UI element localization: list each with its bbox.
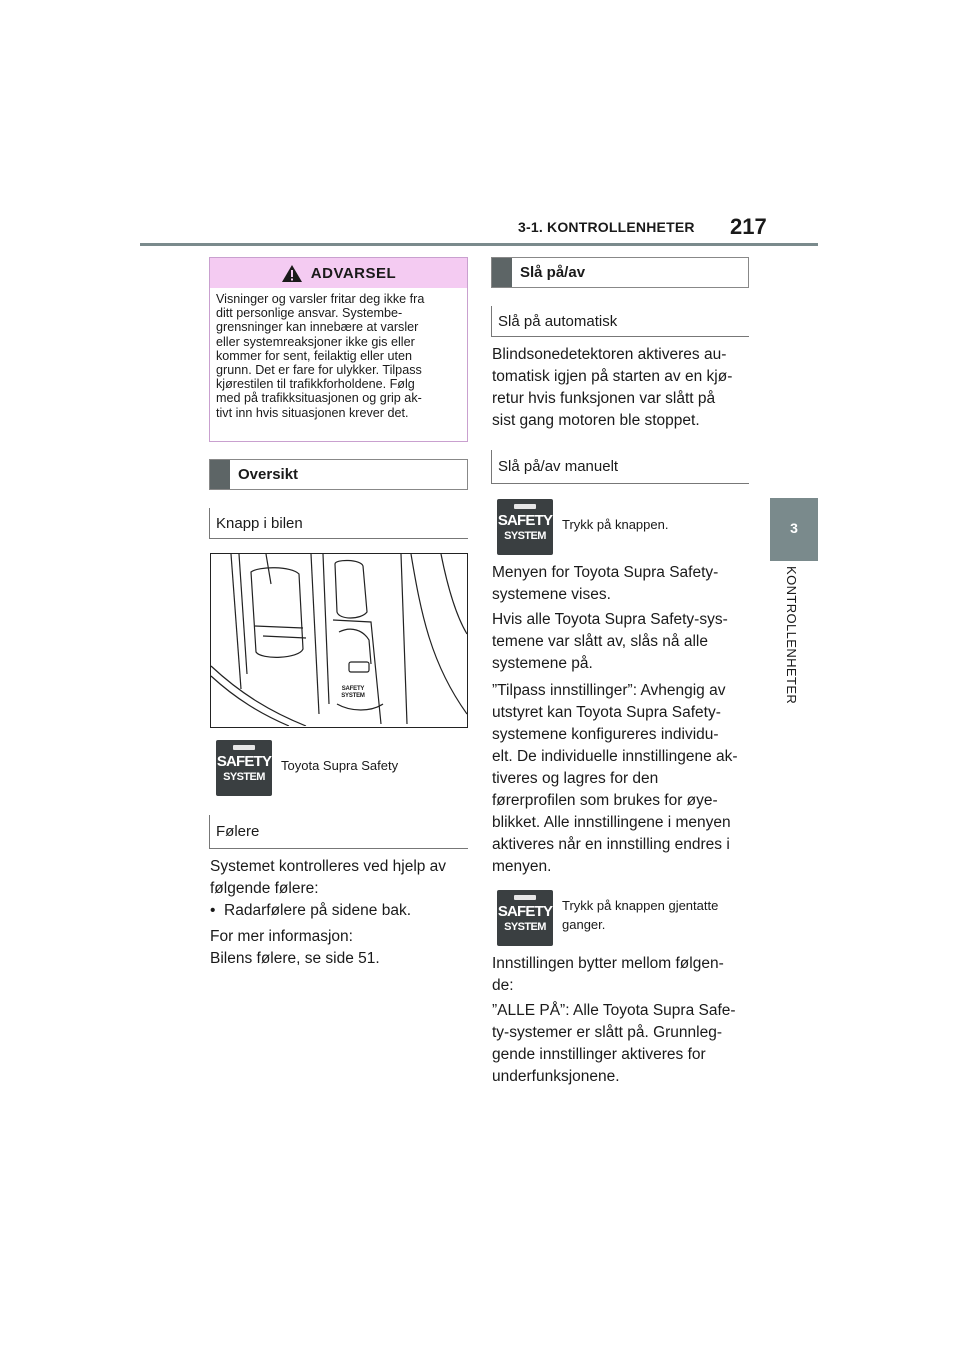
running-header-section: 3-1. KONTROLLENHETER [518, 219, 695, 235]
text-line: Bilens følere, se side 51. [210, 950, 380, 967]
text-line: retur hvis funksjonen var slått på [492, 390, 716, 407]
subheading-text: Følere [216, 823, 260, 840]
warning-box [209, 257, 468, 442]
center-console-drawing [211, 554, 467, 726]
icon-indicator-bar [233, 745, 255, 750]
bullet-item [210, 900, 472, 922]
warning-line: grunn. Det er fare for ulykker. Tilpass [216, 363, 422, 378]
icon-label-safety: SAFETY [216, 753, 272, 770]
warning-line: ditt personlige ansvar. Systembe- [216, 306, 403, 321]
icon-label-system: SYSTEM [223, 771, 265, 783]
chapter-tab-rule [770, 558, 818, 561]
subheading-manual [491, 450, 749, 484]
text-line: Systemet kontrolleres ved hjelp av [210, 858, 447, 875]
warning-line: kjørestilen til trafikkforholdene. Følg [216, 377, 415, 392]
text-line: temene var slått av, slås nå alle [492, 633, 708, 650]
bullet-marker: • [210, 902, 225, 919]
caption-line: Trykk på knappen gjentatte [562, 898, 719, 913]
section-bar-swatch [210, 460, 230, 489]
menu-paragraph [492, 562, 754, 606]
bullet-text: Radarfølere på sidene bak. [224, 902, 412, 919]
text-line: blikket. Alle innstillingene i menyen [492, 814, 731, 831]
header-rule [140, 243, 818, 246]
icon-label-system: SYSTEM [504, 921, 546, 933]
text-line: ”ALLE PÅ”: Alle Toyota Supra Safe- [492, 1002, 736, 1019]
safety-system-icon [216, 740, 272, 796]
text-line: systemene på. [492, 655, 593, 672]
icon-indicator-bar [514, 504, 536, 509]
warning-triangle-icon [281, 264, 303, 283]
text-line: aktiveres når en innstilling endres i [492, 836, 730, 853]
all-on-paragraph [492, 1000, 754, 1088]
text-line: sist gang motoren ble stoppet. [492, 412, 700, 429]
settings-paragraph [492, 680, 754, 878]
page-number: 217 [730, 214, 767, 239]
text-line: underfunksjonene. [492, 1068, 620, 1085]
text-line: tiveres og lagres for den [492, 770, 659, 787]
text-line: systemene konfigureres individu- [492, 726, 719, 743]
text-line: gende innstillinger aktiveres for [492, 1046, 706, 1063]
chapter-tab-label-text: KONTROLLENHETER [784, 566, 799, 705]
chapter-tab-label [784, 566, 804, 726]
text-line: de: [492, 977, 514, 994]
text-line: Blindsonedetektoren aktiveres au- [492, 346, 727, 363]
text-line: elt. De individuelle innstillingene ak- [492, 748, 738, 765]
text-line: Hvis alle Toyota Supra Safety-sys- [492, 611, 728, 628]
console-safety-button [340, 686, 366, 708]
text-line: menyen. [492, 858, 552, 875]
warning-line: med på trafikksituasjonen og grip ak- [216, 391, 422, 406]
all-off-paragraph [492, 609, 754, 675]
chapter-tab [770, 498, 818, 558]
console-button-label: SYSTEM [341, 693, 365, 699]
press-caption: Trykk på knappen. [562, 517, 669, 532]
text-line: Innstillingen bytter mellom følgen- [492, 955, 724, 972]
icon-label-safety: SAFETY [497, 512, 553, 529]
console-button-label: SAFETY [341, 686, 365, 692]
icon-caption: Toyota Supra Safety [281, 758, 399, 773]
text-line: systemene vises. [492, 586, 611, 603]
safety-system-icon [497, 499, 553, 555]
subheading-sensors [209, 815, 468, 849]
warning-line: kommer for sent, feilaktig eller uten [216, 348, 412, 363]
warning-line: grensninger kan innebære at varsler [216, 320, 419, 335]
text-line: utstyret kan Toyota Supra Safety- [492, 704, 721, 721]
switch-paragraph [492, 953, 754, 997]
warning-line: tivt inn hvis situasjonen krever det. [216, 405, 409, 420]
warning-text [216, 292, 461, 420]
icon-label-safety: SAFETY [497, 903, 553, 920]
subheading-button-in-car [209, 508, 468, 539]
section-bar-on-off [491, 257, 749, 288]
section-title-overview: Oversikt [238, 466, 299, 483]
auto-paragraph [492, 344, 754, 432]
section-title-on-off: Slå på/av [520, 264, 586, 281]
text-line: ty-systemer er slått på. Grunnleg- [492, 1024, 722, 1041]
text-line: Menyen for Toyota Supra Safety- [492, 564, 719, 581]
subheading-text: Slå på/av manuelt [498, 458, 619, 475]
icon-label-system: SYSTEM [504, 530, 546, 542]
subheading-text: Slå på automatisk [498, 312, 618, 330]
press-repeat-caption [562, 896, 752, 934]
text-line: ”Tilpass innstillinger”: Avhengig av [492, 682, 726, 699]
text-line: førerprofilen som brukes for øye- [492, 792, 718, 809]
text-line: For mer informasjon: [210, 928, 353, 945]
sensors-paragraph [210, 856, 472, 922]
icon-indicator-bar [514, 895, 536, 900]
caption-line: ganger. [562, 917, 606, 932]
section-bar-swatch [492, 258, 512, 287]
warning-line: eller systemreaksjoner ikke gis eller [216, 334, 415, 349]
warning-line: Visninger og varsler fritar deg ikke fra [216, 292, 425, 306]
text-line: tomatisk igjen på starten av en kjø- [492, 368, 733, 385]
chapter-number: 3 [790, 520, 798, 536]
subheading-auto-on [491, 306, 749, 337]
subheading-text: Knapp i bilen [216, 514, 303, 532]
console-illustration [210, 553, 468, 728]
section-bar-overview [209, 459, 468, 490]
text-line: følgende følere: [210, 880, 319, 897]
more-info-paragraph [210, 926, 472, 970]
warning-title: ADVARSEL [310, 264, 397, 282]
safety-system-icon [497, 890, 553, 946]
warning-header [210, 258, 467, 288]
